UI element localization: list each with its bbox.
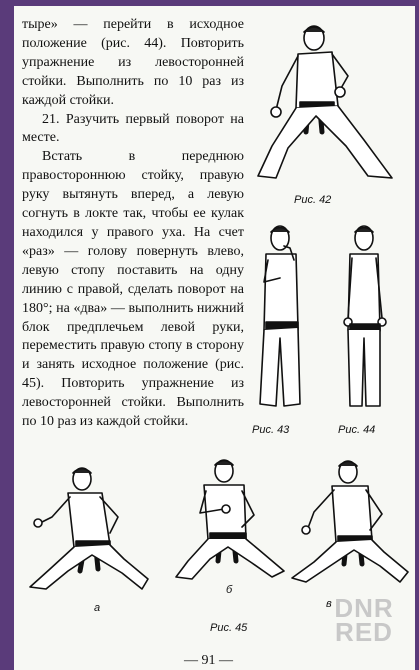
figure-45c-label: в bbox=[326, 598, 332, 610]
page-number: — 91 — bbox=[184, 653, 233, 668]
paragraph-1: тыре» — перейти в исходное положение (рис. 44). Повторить упражнение из левосторонней стойки. Выполнить по 10 раз из каждой стойки. bbox=[22, 17, 244, 108]
figure-45b-label: б bbox=[226, 584, 233, 596]
figure-44-caption: Рис. 44 bbox=[338, 424, 376, 436]
paragraph-2: 21. Разучить первый поворот на месте. bbox=[22, 111, 244, 146]
figure-43-caption: Рис. 43 bbox=[252, 424, 290, 436]
watermark-line-2: RED bbox=[335, 617, 393, 647]
figure-42-caption: Рис. 42 bbox=[294, 194, 332, 206]
figure-45a-illustration bbox=[24, 461, 154, 601]
figure-43-illustration bbox=[240, 218, 320, 418]
figure-45b-illustration bbox=[162, 451, 292, 591]
figure-42-illustration bbox=[246, 16, 406, 188]
paragraph-3: Встать в переднюю правостороннюю стойку, правую руку вытянуть вперед, а левую согнуть в локте так, чтобы ее кулак находился у правого уха. На счет «раз» — голову повернуть влево, левую стопу поставить на одну линию с правой, сделать поворот на 180°; на «два» — выполнить нижний блок предплечьем левой руки, переместить правую стопу в сторону и занять исходное положение (рис. 45). Повторить упражнение из левосторонней стойки. Выполнить по 10 раз из каждой стойки. bbox=[22, 149, 244, 430]
figure-45-caption: Рис. 45 bbox=[210, 622, 248, 634]
figure-45c-illustration bbox=[284, 454, 412, 599]
body-text bbox=[22, 16, 244, 432]
figure-45a-label: а bbox=[94, 602, 101, 614]
book-page bbox=[14, 6, 415, 670]
watermark-logo bbox=[319, 593, 409, 647]
watermark-line-1: DNR bbox=[334, 593, 394, 623]
figure-44-illustration bbox=[330, 218, 400, 418]
